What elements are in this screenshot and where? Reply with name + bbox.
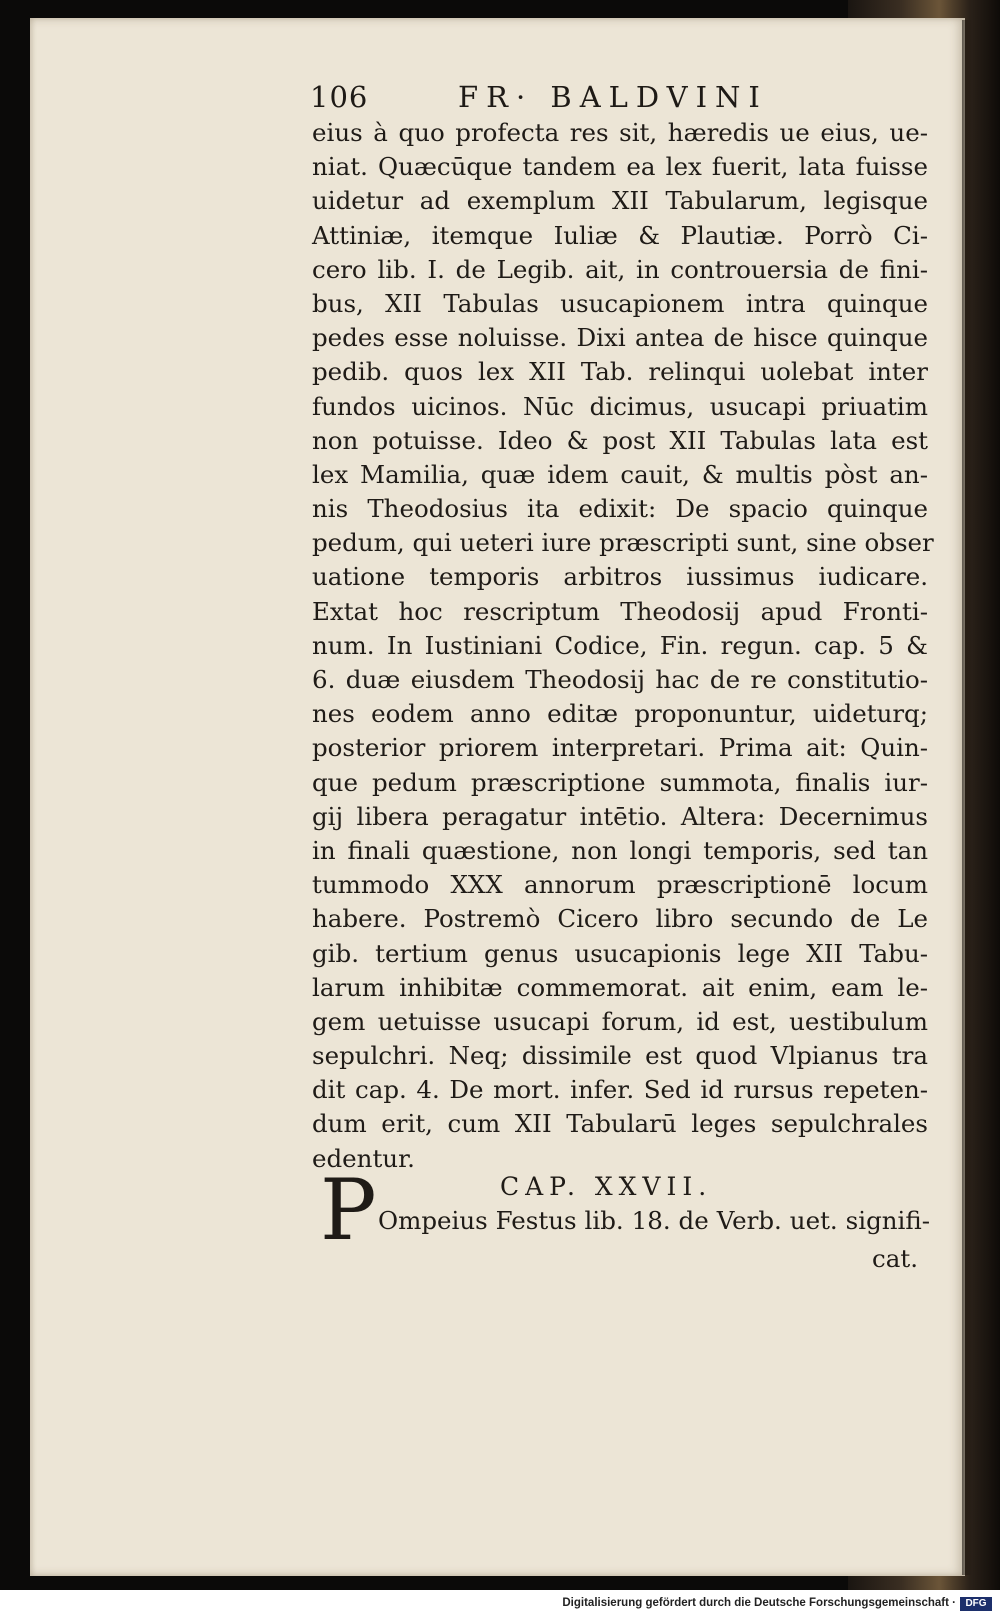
text-line: niat. Quæcūque tandem ea lex fuerit, lata fuisse — [312, 152, 928, 182]
text-line: eius à quo profecta res sit, hæredis ue eius, ue- — [312, 118, 928, 147]
text-line: nes eodem anno editæ proponuntur, uideturq; — [312, 699, 928, 729]
text-line: gij libera peragatur intētio. Altera: Decernimus — [312, 801, 928, 831]
chapter-first-line: Ompeius Festus lib. 18. de Verb. uet. signifi- — [378, 1206, 930, 1235]
text-line: nis Theodosius ita edixit: De spacio quinque — [312, 494, 928, 524]
text-line: pedes esse noluisse. Dixi antea de hisce quinque — [312, 323, 928, 353]
text-line: uidetur ad exemplum XII Tabularum, legisque — [312, 186, 928, 216]
text-line: bus, XII Tabulas usucapionem intra quinque — [312, 288, 928, 318]
text-line: dum erit, cum XII Tabularū leges sepulchrales — [312, 1109, 928, 1139]
text-line: sepulchri. Neq; dissimile est quod Vlpianus tra — [312, 1041, 928, 1071]
text-line: Attiniæ, itemque Iuliæ & Plautiæ. Porrò Ci- — [312, 220, 928, 250]
footer-bar — [0, 1592, 1000, 1618]
text-line: pedum, qui ueteri iure præscripti sunt, sine obser — [312, 528, 934, 558]
text-line: habere. Postremò Cicero libro secundo de Le — [312, 904, 928, 934]
text-line: tummodo XXX annorum præscriptionē locum — [312, 870, 928, 900]
chapter-heading: CAP. XXVII. — [500, 1172, 713, 1201]
text-line: larum inhibitæ commemorat. ait enim, eam le- — [312, 972, 928, 1002]
dfg-logo: DFG — [960, 1597, 992, 1611]
text-line: posterior priorem interpretari. Prima ait: Quin- — [312, 733, 928, 763]
text-line: non potuisse. Ideo & post XII Tabulas lata est — [312, 425, 928, 455]
text-line: lex Mamilia, quæ idem cauit, & multis pòst an- — [312, 459, 928, 489]
text-line: num. In Iustiniani Codice, Fin. regun. cap. 5 & — [312, 630, 928, 660]
text-line: uatione temporis arbitros iussimus iudicare. — [312, 562, 928, 592]
page-gutter-shadow — [962, 20, 972, 1575]
text-line: pedib. quos lex XII Tab. relinqui uolebat inter — [312, 357, 928, 387]
text-line: dit cap. 4. De mort. infer. Sed id rursus repeten- — [312, 1075, 928, 1105]
text-line: edentur. — [312, 1143, 415, 1173]
text-line: que pedum præscriptione summota, finalis iur- — [312, 767, 928, 797]
text-line: gem uetuisse usucapi forum, id est, uestibulum — [312, 1006, 928, 1036]
text-line: Extat hoc rescriptum Theodosij apud Fronti- — [312, 596, 928, 626]
running-head: FR· BALDVINI — [458, 80, 768, 114]
text-line: fundos uicinos. Nūc dicimus, usucapi priuatim — [312, 391, 928, 421]
body-text — [312, 116, 934, 1176]
drop-capital: P — [320, 1161, 377, 1259]
text-line: in finali quæstione, non longi temporis, sed tan — [312, 835, 928, 865]
text-line: gib. tertium genus usucapionis lege XII Tabu- — [312, 938, 928, 968]
page-header — [310, 80, 930, 120]
funding-credit: Digitalisierung gefördert durch die Deutsche Forschungsgemeinschaft · — [562, 1597, 956, 1609]
text-line: cero lib. I. de Legib. ait, in controuersia de fini- — [312, 254, 928, 284]
page-number: 106 — [310, 80, 369, 114]
chapter-section — [320, 1161, 930, 1298]
text-line: 6. duæ eiusdem Theodosij hac de re constitutio- — [312, 665, 928, 694]
catchword: cat. — [872, 1244, 918, 1273]
